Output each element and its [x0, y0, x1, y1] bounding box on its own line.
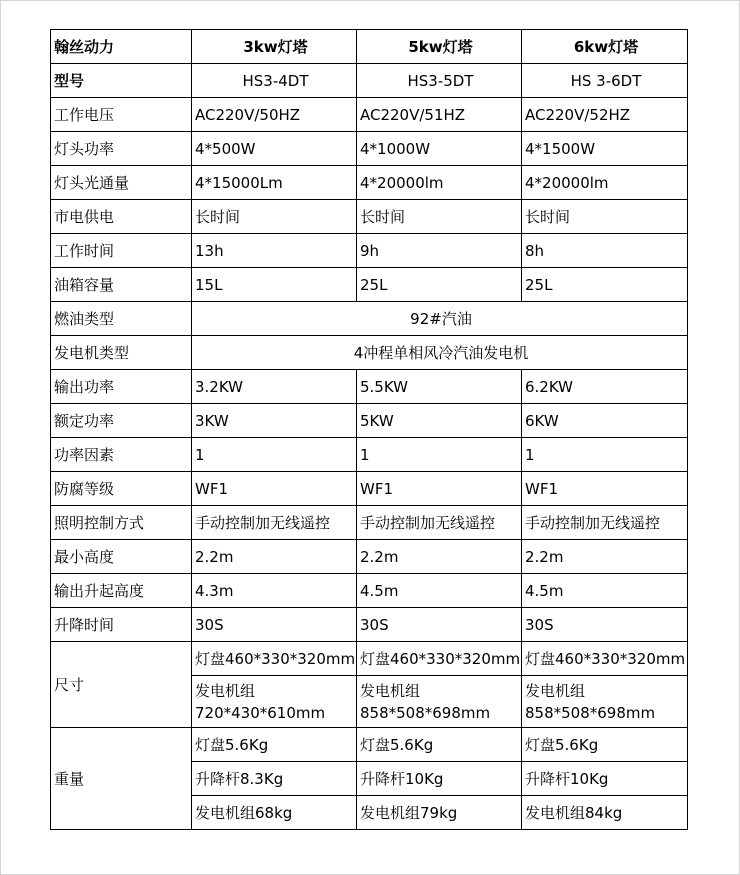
cell: 8h	[522, 234, 688, 268]
cell: WF1	[522, 472, 688, 506]
table-row	[51, 132, 688, 166]
cell: 30S	[522, 608, 688, 642]
cell: 手动控制加无线遥控	[357, 506, 522, 540]
genset-label: 发电机组	[195, 681, 256, 700]
weight-label: 重量	[51, 728, 192, 830]
row-label: 升降时间	[51, 608, 192, 642]
cell: 1	[357, 438, 522, 472]
row-label: 燃油类型	[51, 302, 192, 336]
row-label: 输出功率	[51, 370, 192, 404]
row-label: 油箱容量	[51, 268, 192, 302]
cell: 6.2KW	[522, 370, 688, 404]
cell: AC220V/52HZ	[522, 98, 688, 132]
cell: 灯盘460*330*320mm	[192, 642, 357, 676]
cell: 长时间	[192, 200, 357, 234]
cell: 手动控制加无线遥控	[192, 506, 357, 540]
cell: 4*1500W	[522, 132, 688, 166]
cell: HS3-5DT	[357, 64, 522, 98]
row-label: 市电供电	[51, 200, 192, 234]
table-row	[51, 64, 688, 98]
genset-dim-cell	[357, 676, 522, 728]
cell: 4.3m	[192, 574, 357, 608]
cell: 灯盘5.6Kg	[522, 728, 688, 762]
table-row	[51, 472, 688, 506]
size-label: 尺寸	[51, 642, 192, 728]
cell: 灯盘460*330*320mm	[357, 642, 522, 676]
row-label: 工作时间	[51, 234, 192, 268]
cell: WF1	[357, 472, 522, 506]
cell: 灯盘460*330*320mm	[522, 642, 688, 676]
genset-dim-cell	[192, 676, 357, 728]
table-row	[51, 370, 688, 404]
header-row	[51, 30, 688, 64]
cell: 13h	[192, 234, 357, 268]
brand-cell: 翰丝动力	[51, 30, 192, 64]
cell: 15L	[192, 268, 357, 302]
table-row	[51, 438, 688, 472]
table-row	[51, 540, 688, 574]
spec-table	[50, 29, 688, 830]
cell: 6KW	[522, 404, 688, 438]
cell: 3.2KW	[192, 370, 357, 404]
cell: 4*1000W	[357, 132, 522, 166]
row-label: 输出升起高度	[51, 574, 192, 608]
row-label: 工作电压	[51, 98, 192, 132]
cell: 30S	[192, 608, 357, 642]
merged-cell: 4冲程单相风冷汽油发电机	[192, 336, 688, 370]
cell: 5.5KW	[357, 370, 522, 404]
table-row	[51, 506, 688, 540]
genset-label: 发电机组	[360, 681, 421, 700]
cell: AC220V/51HZ	[357, 98, 522, 132]
cell: 25L	[357, 268, 522, 302]
table-row	[51, 98, 688, 132]
cell: 升降杆10Kg	[357, 762, 522, 796]
row-label: 最小高度	[51, 540, 192, 574]
table-row	[51, 268, 688, 302]
cell: 升降杆10Kg	[522, 762, 688, 796]
genset-dim-cell	[522, 676, 688, 728]
genset-dims: 720*430*610mm	[195, 703, 326, 722]
weight-row-lamp	[51, 728, 688, 762]
genset-dims: 858*508*698mm	[525, 703, 656, 722]
cell: 长时间	[357, 200, 522, 234]
merged-cell: 92#汽油	[192, 302, 688, 336]
row-label: 功率因素	[51, 438, 192, 472]
row-label: 防腐等级	[51, 472, 192, 506]
table-row	[51, 608, 688, 642]
cell: 4.5m	[357, 574, 522, 608]
cell: 2.2m	[192, 540, 357, 574]
table-row	[51, 302, 688, 336]
row-label: 照明控制方式	[51, 506, 192, 540]
table-row	[51, 574, 688, 608]
table-row	[51, 200, 688, 234]
cell: AC220V/50HZ	[192, 98, 357, 132]
cell: 4*15000Lm	[192, 166, 357, 200]
table-row	[51, 336, 688, 370]
cell: 2.2m	[522, 540, 688, 574]
genset-dims: 858*508*698mm	[360, 703, 491, 722]
row-label: 发电机类型	[51, 336, 192, 370]
table-row	[51, 404, 688, 438]
cell: 1	[192, 438, 357, 472]
model-header-6kw: 6kw灯塔	[522, 30, 688, 64]
cell: 发电机组79kg	[357, 796, 522, 830]
cell: 长时间	[522, 200, 688, 234]
cell: 4*20000lm	[522, 166, 688, 200]
cell: 升降杆8.3Kg	[192, 762, 357, 796]
cell: 4*500W	[192, 132, 357, 166]
table-row	[51, 234, 688, 268]
cell: 发电机组68kg	[192, 796, 357, 830]
cell: 灯盘5.6Kg	[192, 728, 357, 762]
cell: 5KW	[357, 404, 522, 438]
cell: 4*20000lm	[357, 166, 522, 200]
cell: 9h	[357, 234, 522, 268]
cell: 2.2m	[357, 540, 522, 574]
row-label: 灯头功率	[51, 132, 192, 166]
cell: 1	[522, 438, 688, 472]
row-label: 额定功率	[51, 404, 192, 438]
table-row	[51, 166, 688, 200]
cell: 灯盘5.6Kg	[357, 728, 522, 762]
genset-label: 发电机组	[525, 681, 586, 700]
row-label: 型号	[51, 64, 192, 98]
cell: 手动控制加无线遥控	[522, 506, 688, 540]
model-header-5kw: 5kw灯塔	[357, 30, 522, 64]
cell: 4.5m	[522, 574, 688, 608]
cell: 3KW	[192, 404, 357, 438]
model-header-3kw: 3kw灯塔	[192, 30, 357, 64]
row-label: 灯头光通量	[51, 166, 192, 200]
cell: 25L	[522, 268, 688, 302]
cell: HS 3-6DT	[522, 64, 688, 98]
cell: WF1	[192, 472, 357, 506]
size-row-lamp	[51, 642, 688, 676]
cell: HS3-4DT	[192, 64, 357, 98]
cell: 发电机组84kg	[522, 796, 688, 830]
cell: 30S	[357, 608, 522, 642]
